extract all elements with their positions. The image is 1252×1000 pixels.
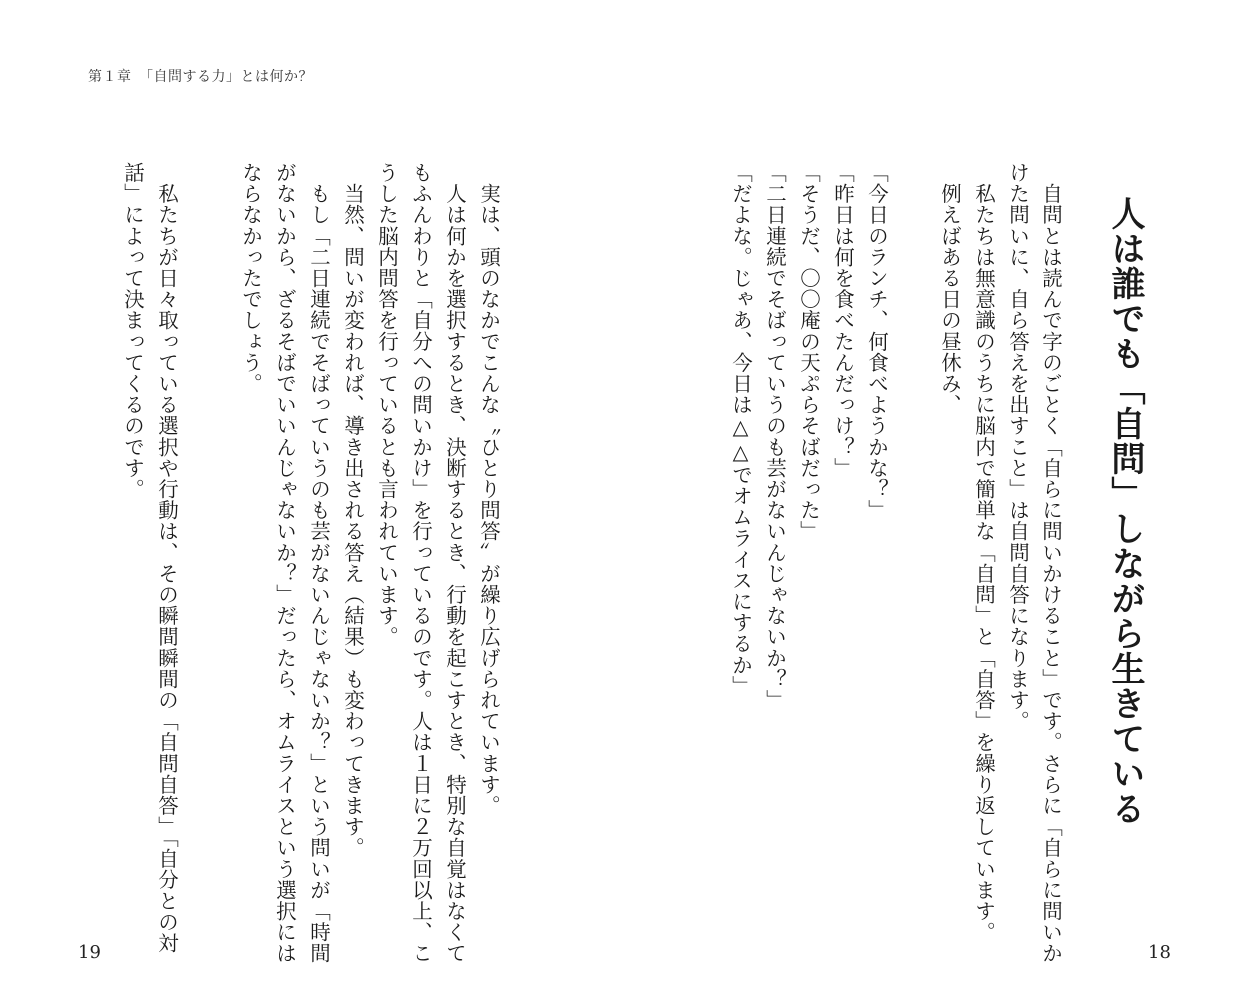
body-line: もし「二日連続でそばっていうのも芸がないんじゃないか？」という問いが「時間	[306, 162, 331, 964]
body-line: 例えばある日の昼休み、	[937, 162, 962, 416]
body-line: 話」によって決まってくるのです。	[120, 162, 145, 500]
page-number: 18	[1148, 942, 1171, 963]
body-line: ならなかったでしょう。	[238, 162, 263, 395]
body-line: 「二日連続でそばっていうのも芸がないんじゃないか？」	[762, 162, 787, 711]
body-line: 「だよな。じゃあ、今日は△△でオムライスにするか」	[728, 162, 753, 697]
body-line: 「今日のランチ、何食べようかな？」	[864, 162, 889, 521]
body-line: 自問とは読んで字のごとく「自らに問いかけること」です。さらに「自らに問いか	[1038, 162, 1063, 964]
body-line: うした脳内問答を行っているとも言われています。	[374, 162, 399, 648]
page-number: 19	[78, 942, 101, 963]
body-line: 私たちが日々取っている選択や行動は、その瞬間瞬間の「自問自答」「自分との対	[154, 162, 179, 954]
body-line: もふんわりと「自分への問いかけ」を行っているのです。人は１日に２万回以上、こ	[408, 162, 433, 964]
body-line: がないから、ざるそばでいいんじゃないか？」だったら、オムライスという選択には	[272, 162, 297, 964]
running-head: 第１章 「自問する力」とは何か？	[88, 69, 313, 85]
body-line: 私たちは無意識のうちに脳内で簡単な「自問」と「自答」を繰り返しています。	[971, 162, 996, 943]
body-line: けた問いに、自ら答えを出すこと」は自問自答になります。	[1005, 162, 1030, 732]
body-line: 人は何かを選択するとき、決断するとき、行動を起こすとき、特別な自覚はなくて	[442, 162, 467, 964]
body-line: 実は、頭のなかでこんな〝ひとり問答〟が繰り広げられています。	[476, 162, 501, 817]
body-line: 「そうだ、〇〇庵の天ぷらそばだった」	[796, 162, 821, 542]
body-line: 当然、問いが変われば、導き出される答え（結果）も変わってきます。	[340, 162, 365, 859]
body-line: 「昨日は何を食べたんだっけ？」	[830, 162, 855, 479]
section-heading: 人は誰でも「自問」しながら生きている	[1105, 196, 1145, 826]
